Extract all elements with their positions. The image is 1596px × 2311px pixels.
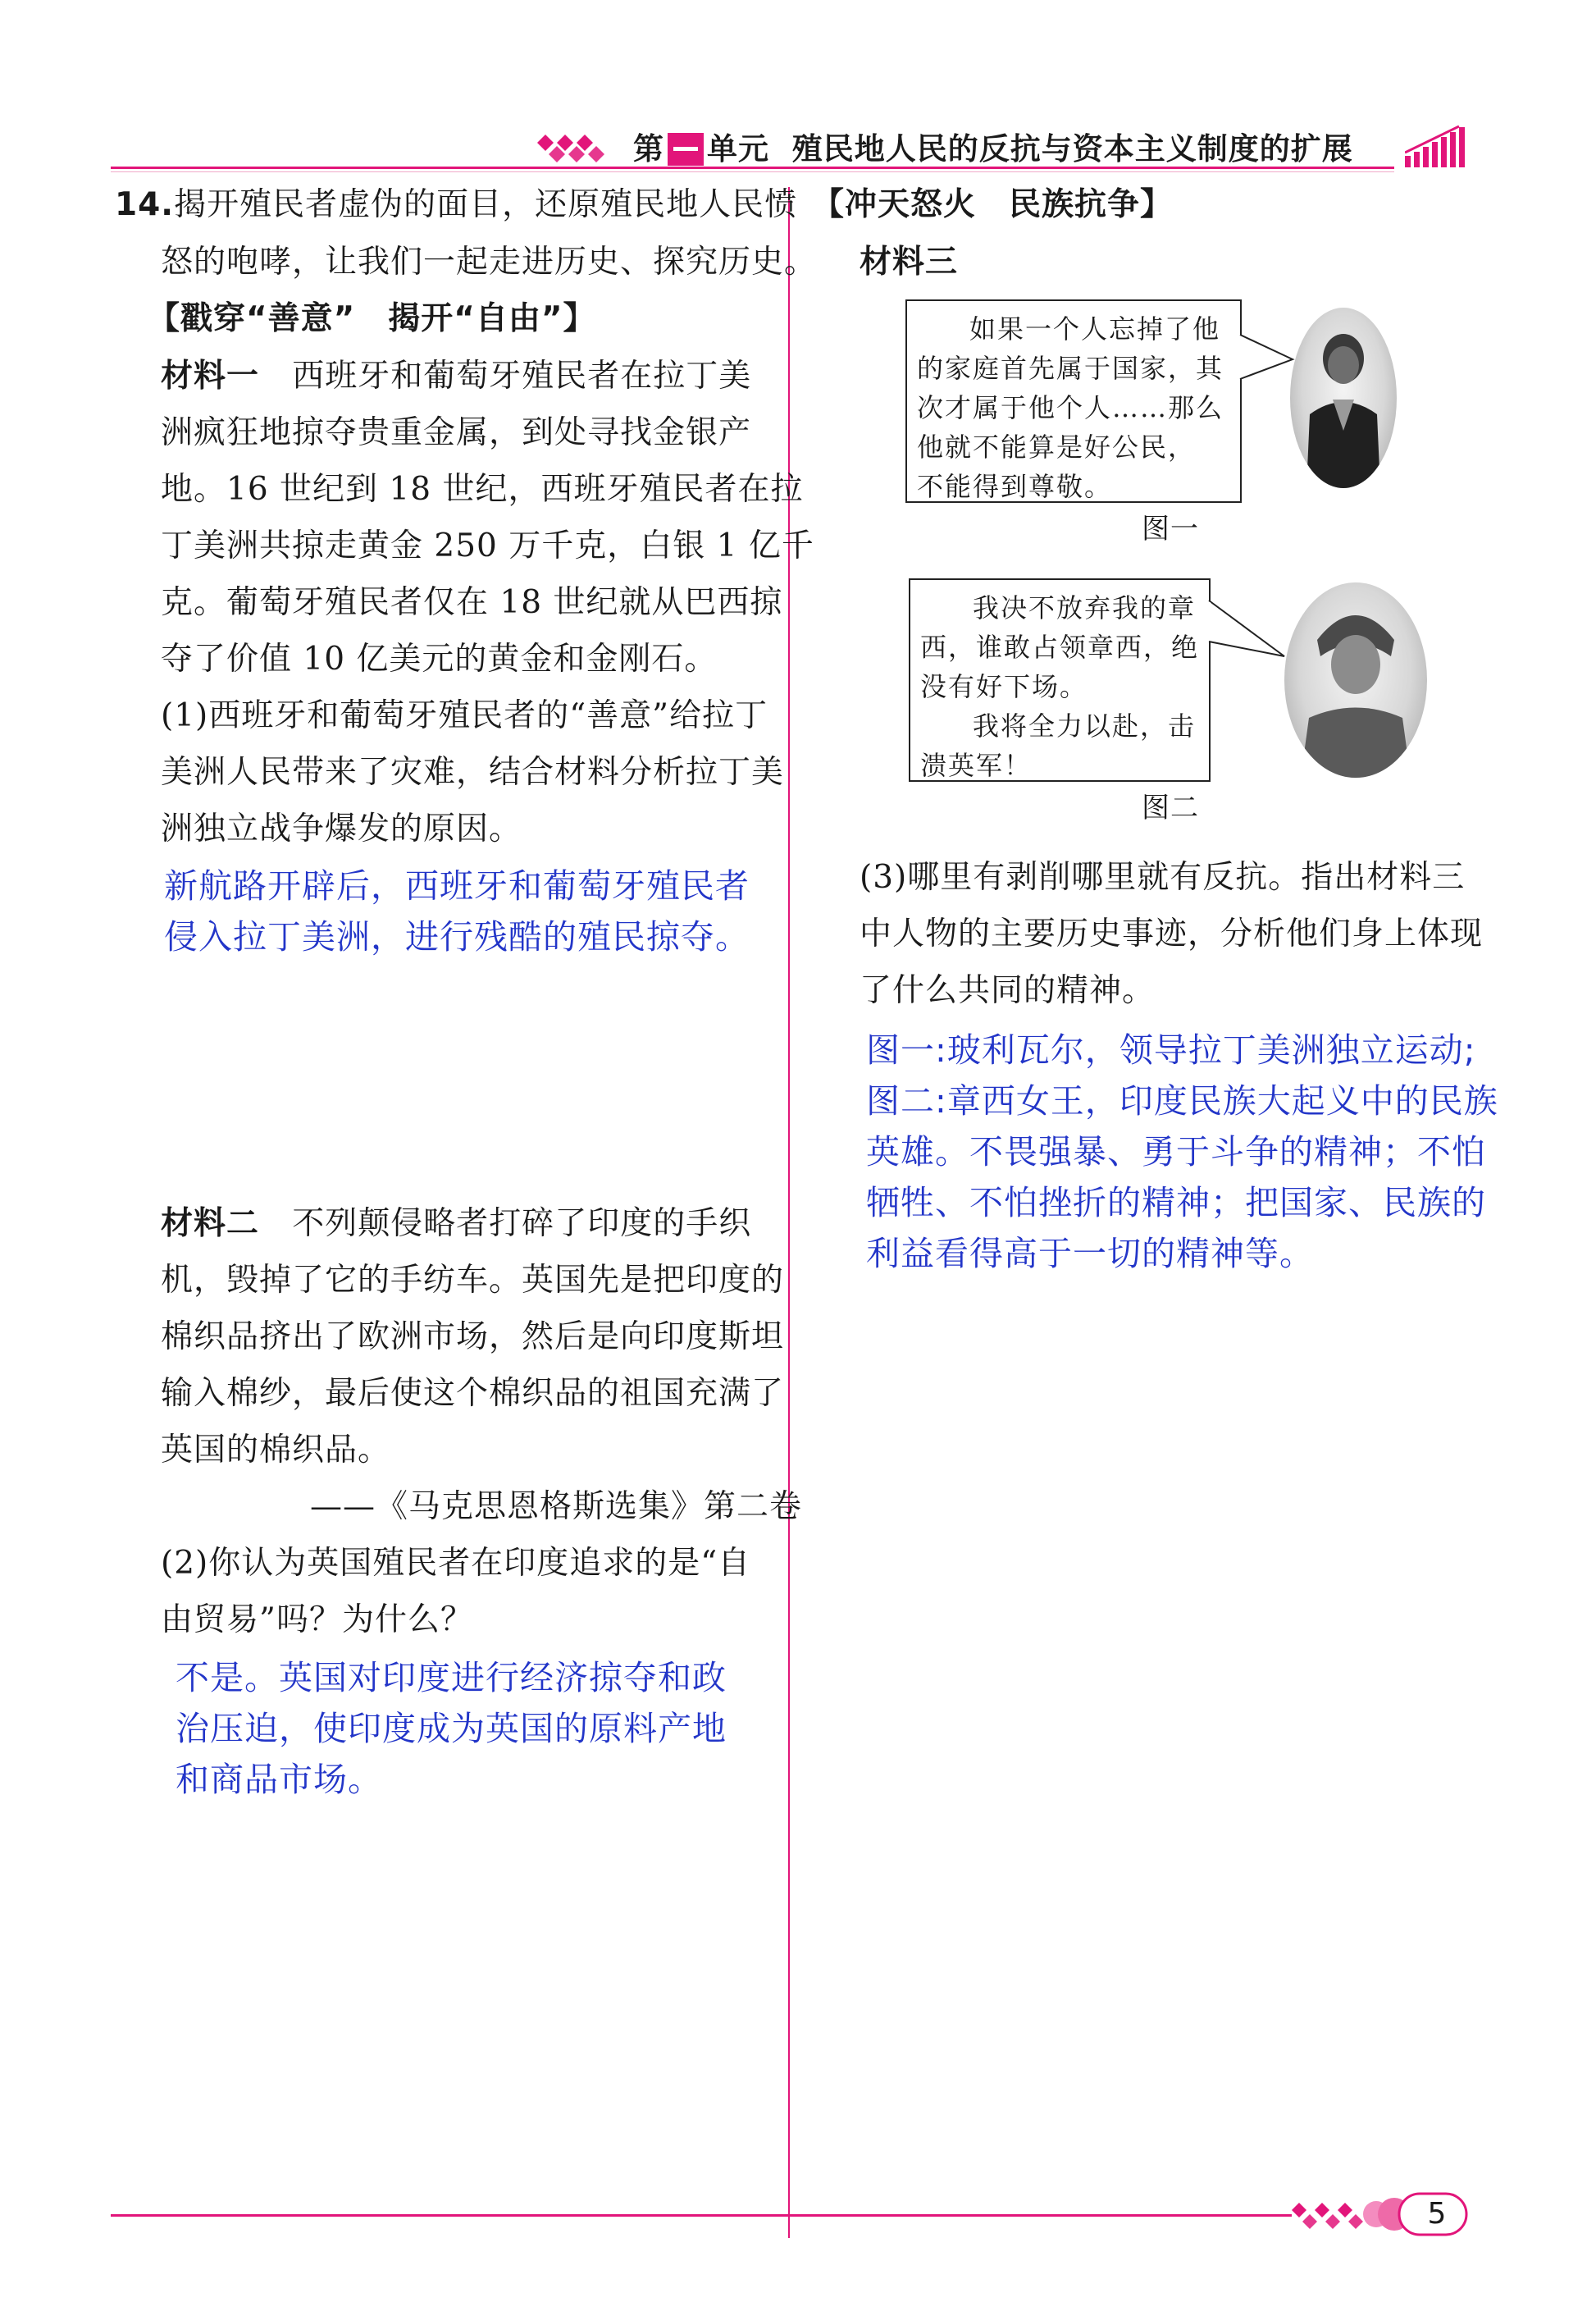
fig1-portrait-bolivar <box>1290 308 1397 488</box>
unit-prefix: 第 <box>633 131 664 167</box>
question-intro-line-1: 14.揭开殖民者虚伪的面目，还原殖民地人民愤 <box>115 186 798 223</box>
sub2-answer-line-3: 和商品市场。 <box>176 1760 382 1799</box>
section-title-2: 【冲天怒火 民族抗争】 <box>812 186 1174 223</box>
question-number: 14. <box>115 186 175 223</box>
sub3-line-2: 中人物的主要历史事迹，分析他们身上体现 <box>860 916 1484 952</box>
material1-line-6: 夺了价值 10 亿美元的黄金和金刚石。 <box>161 641 718 678</box>
sub3-answer-line-2: 图二:章西女王，印度民族大起义中的民族 <box>866 1081 1498 1121</box>
material2-line-5: 英国的棉织品。 <box>161 1432 391 1468</box>
material1-line-5: 克。葡萄牙殖民者仅在 18 世纪就从巴西掠 <box>161 584 783 621</box>
material1-line-4: 丁美洲共掠走黄金 250 万千克，白银 1 亿千 <box>161 528 814 564</box>
fig2-quote-line-4: 我将全力以赴，击 <box>973 710 1197 742</box>
portrait-figure-icon <box>1290 308 1397 488</box>
sub2-line-1: (2)你认为英国殖民者在印度追求的是“自 <box>161 1545 751 1582</box>
fig2-bubble-tail <box>1207 592 1289 683</box>
sub1-line-2: 美洲人民带来了灾难，结合材料分析拉丁美 <box>161 754 785 791</box>
header-rule-thin <box>111 171 1394 172</box>
material2-source: ——《马克思恩格斯选集》第二卷 <box>310 1488 803 1525</box>
sub2-answer-line-1: 不是。英国对印度进行经济掠夺和政 <box>176 1658 727 1697</box>
fig2-quote-line-5: 溃英军！ <box>920 750 1033 781</box>
sub3-answer-line-1: 图一:玻利瓦尔，领导拉丁美洲独立运动; <box>866 1030 1476 1070</box>
fig2-quote-line-1: 我决不放弃我的章 <box>973 592 1197 623</box>
fig2-caption: 图二 <box>1142 792 1199 824</box>
fig1-bubble-tail <box>1238 328 1296 394</box>
material2-line-4: 输入棉纱，最后使这个棉织品的祖国充满了 <box>161 1375 785 1412</box>
unit-title: 殖民地人民的反抗与资本主义制度的扩展 <box>791 131 1353 167</box>
fig1-quote-line-3: 次才属于他个人……那么 <box>917 392 1224 423</box>
header-bars-icon <box>1405 125 1471 169</box>
fig2-quote-line-2: 西，谁敢占领章西，绝 <box>920 632 1200 663</box>
fig1-quote-line-5: 不能得到尊敬。 <box>917 471 1113 502</box>
unit-suffix: 单元 <box>707 131 769 167</box>
sub1-line-3: 洲独立战争爆发的原因。 <box>161 811 522 847</box>
material1-line-1: 材料一 西班牙和葡萄牙殖民者在拉丁美 <box>161 358 752 395</box>
material1-line-2: 洲疯狂地掠夺贵重金属，到处寻找金银产 <box>161 414 752 451</box>
page-number: 5 <box>1427 2197 1447 2231</box>
sub3-answer-line-5: 利益看得高于一切的精神等。 <box>866 1234 1314 1273</box>
sub3-answer-line-4: 牺牲、不怕挫折的精神；把国家、民族的 <box>866 1183 1486 1222</box>
fig1-caption: 图一 <box>1142 513 1199 546</box>
sub1-answer-line-1: 新航路开辟后，西班牙和葡萄牙殖民者 <box>164 866 750 906</box>
header-rule <box>111 167 1394 169</box>
footer-rule <box>111 2214 1292 2217</box>
fig1-quote-line-4: 他就不能算是好公民， <box>917 432 1197 463</box>
fig2-portrait-rani-of-jhansi <box>1284 582 1427 778</box>
fig1-quote-line-2: 的家庭首先属于国家，其 <box>917 353 1224 384</box>
material3-label: 材料三 <box>860 244 959 281</box>
footer-arrows-icon <box>1292 2202 1366 2231</box>
section-title-1: 【戳穿“善意” 揭开“自由”】 <box>148 300 596 337</box>
sub2-answer-line-2: 治压迫，使印度成为英国的原料产地 <box>176 1709 727 1748</box>
material1-line-3: 地。16 世纪到 18 世纪，西班牙殖民者在拉 <box>161 471 804 508</box>
sub1-line-1: (1)西班牙和葡萄牙殖民者的“善意”给拉丁 <box>161 697 768 734</box>
sub3-line-1: (3)哪里有剥削哪里就有反抗。指出材料三 <box>860 859 1466 896</box>
fig1-quote-line-1: 如果一个人忘掉了他 <box>969 313 1221 345</box>
fig2-quote-line-3: 没有好下场。 <box>920 671 1088 702</box>
unit-number-badge <box>668 133 704 166</box>
material2-line-2: 机，毁掉了它的手纺车。英国先是把印度的 <box>161 1262 785 1299</box>
material1-label: 材料一 <box>161 358 260 395</box>
header-arrows-icon <box>537 133 615 166</box>
sub2-line-2: 由贸易”吗？为什么？ <box>161 1601 473 1638</box>
sub3-answer-line-3: 英雄。不畏强暴、勇于斗争的精神；不怕 <box>866 1132 1486 1171</box>
material2-label: 材料二 <box>161 1205 260 1242</box>
fig1-speech-bubble <box>905 299 1242 503</box>
material2-line-1: 材料二 不列颠侵略者打碎了印度的手织 <box>161 1205 752 1242</box>
portrait-figure-icon <box>1284 582 1427 778</box>
sub3-line-3: 了什么共同的精神。 <box>860 972 1156 1009</box>
sub1-answer-line-2: 侵入拉丁美洲，进行残酷的殖民掠夺。 <box>164 917 750 957</box>
material2-line-3: 棉织品挤出了欧洲市场，然后是向印度斯坦 <box>161 1318 785 1355</box>
fig2-speech-bubble <box>909 578 1211 782</box>
question-intro-line-2: 怒的咆哮，让我们一起走进历史、探究历史。 <box>161 244 818 281</box>
